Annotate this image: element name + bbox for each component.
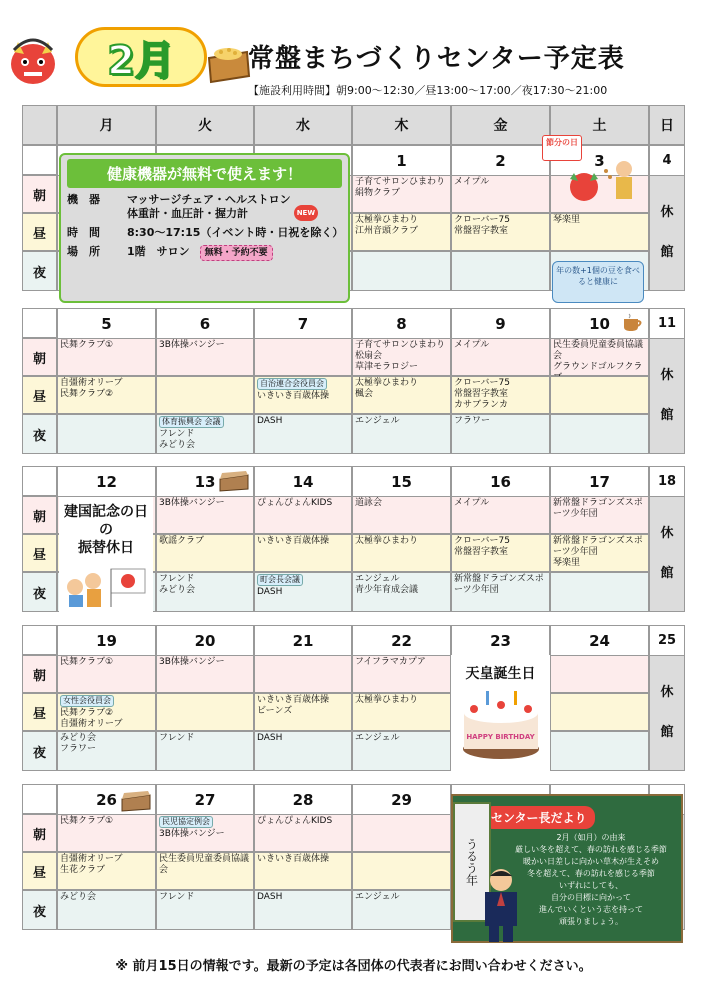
schedule-entry: ぴょんぴょんKIDS (257, 816, 333, 826)
schedule-entry: 民舞クラブ② (60, 708, 114, 718)
weekday-4: 金 (451, 105, 550, 145)
week-blank (22, 308, 57, 338)
schedule-cell (254, 852, 352, 890)
period-label: 朝 (22, 814, 57, 852)
schedule-entry: メイプル (454, 177, 490, 187)
schedule-cell (57, 814, 156, 852)
schedule-entry: いきいき百歳体操 (257, 695, 330, 705)
schedule-cell (352, 213, 451, 251)
schedule-entry: カサブランカ (454, 400, 509, 410)
event-tag: 自治連合会役員会 (257, 378, 327, 390)
header-corner (22, 105, 57, 145)
closed-label: 館 (660, 408, 674, 423)
month-badge (75, 27, 207, 87)
schedule-entry: クローバー75 (454, 378, 511, 388)
schedule-entry: ぴょんぴょんKIDS (257, 498, 333, 508)
schedule-entry: 自彊術オリーブ (60, 719, 123, 729)
schedule-cell (57, 338, 156, 376)
schedule-entry: いきいき百歳体操 (257, 391, 330, 401)
period-label: 昼 (22, 852, 57, 890)
schedule-cell (156, 852, 254, 890)
cake-message: HAPPY BIRTHDAY (466, 733, 535, 741)
free-badge: 無料・予約不要 (200, 245, 273, 261)
schedule-entry: 3B体操バンジー (159, 829, 225, 839)
schedule-entry: ビーンズ (257, 706, 293, 716)
schedule-entry: フラワー (454, 416, 491, 426)
day-number: 18 (649, 466, 685, 496)
schedule-entry: 琴楽里 (553, 558, 581, 568)
schedule-entry: 新常盤ドラゴンズスポーツ少年団 (454, 574, 544, 595)
birthday-cake-illustration (451, 683, 550, 767)
schedule-cell (451, 496, 550, 534)
schedule-cell (156, 376, 254, 414)
schedule-entry: 生花クラブ (60, 865, 106, 875)
schedule-cell (550, 693, 649, 731)
schedule-entry: エンジェル (355, 416, 400, 426)
schedule-entry: 太極拳ひまわり (355, 536, 419, 546)
period-label: 朝 (22, 338, 57, 376)
weekday-0: 月 (57, 105, 156, 145)
setsubun-oni-illustration (562, 151, 642, 205)
schedule-cell (156, 338, 254, 376)
kenkoku-holiday (59, 497, 153, 623)
event-tag: 民児協定例会 (159, 816, 213, 828)
schedule-entry: 江州音頭クラブ (355, 226, 419, 236)
schedule-cell (57, 890, 156, 930)
page-title: 常盤まちづくりセンター予定表 (248, 44, 625, 74)
notice-row-value: 8:30～17:15（イベント時・日祝を除く） (127, 226, 344, 239)
schedule-cell (254, 890, 352, 930)
closed-label: 休 (660, 685, 674, 700)
schedule-cell (550, 496, 649, 534)
notice-row-label: 機 器 (67, 193, 100, 206)
schedule-cell (156, 693, 254, 731)
period-label: 夜 (22, 572, 57, 612)
schedule-cell (156, 731, 254, 771)
schedule-cell (57, 376, 156, 414)
chief-illustration (479, 866, 523, 948)
day-number: 1 (352, 145, 451, 175)
weekday-2: 水 (254, 105, 352, 145)
scroll-illustration: うるう年 (453, 802, 491, 922)
schedule-entry: エンジェル (355, 892, 400, 902)
period-label: 昼 (22, 693, 57, 731)
footer-note: ※ 前月15日の情報です。最新の予定は各団体の代表者にお問い合わせください。 (115, 959, 592, 974)
schedule-entry: みどり会 (159, 585, 196, 595)
schedule-entry: 草津モラロジー (355, 362, 419, 372)
schedule-cell (550, 213, 649, 251)
schedule-entry: 3B体操バンジー (159, 498, 225, 508)
schedule-entry: いきいき百歳体操 (257, 854, 330, 864)
schedule-cell (254, 496, 352, 534)
schedule-entry: いきいき百歳体操 (257, 536, 330, 546)
weekday-3: 木 (352, 105, 451, 145)
schedule-entry: 民舞クラブ① (60, 816, 114, 826)
day-number: 28 (254, 784, 352, 814)
day-number: 23 (451, 625, 550, 655)
setsubun-badge: 節分の日 (542, 135, 582, 161)
schedule-cell (57, 731, 156, 771)
schedule-cell (352, 175, 451, 213)
day-number: 10 (550, 308, 649, 338)
closed-label: 休 (660, 368, 674, 383)
period-label: 朝 (22, 175, 57, 213)
period-label: 夜 (22, 414, 57, 454)
schedule-entry: フレンド (159, 574, 195, 584)
schedule-cell (550, 731, 649, 771)
schedule-cell (451, 175, 550, 213)
day-number: 9 (451, 308, 550, 338)
day-number: 25 (649, 625, 685, 655)
schedule-entry: 民舞クラブ① (60, 340, 114, 350)
schedule-entry: 絹物クラブ (355, 188, 401, 198)
schedule-entry: フレンド (159, 429, 195, 439)
schedule-entry: 楓会 (355, 389, 374, 399)
schedule-entry: 常盤習字教室 (454, 226, 509, 236)
closed-label: 館 (660, 725, 674, 740)
schedule-entry: 青少年育成会議 (355, 585, 419, 595)
closed-label: 休 (660, 205, 674, 220)
period-label: 夜 (22, 251, 57, 291)
day-number: 24 (550, 625, 649, 655)
event-tag: 体育振興会 会議 (159, 416, 224, 428)
schedule-cell (451, 251, 550, 291)
tenno-birthday (451, 655, 550, 783)
day-number: 6 (156, 308, 254, 338)
schedule-cell (254, 572, 352, 612)
notice-row-label: 時 間 (67, 226, 100, 239)
schedule-cell (254, 693, 352, 731)
period-label: 昼 (22, 213, 57, 251)
schedule-entry: DASH (257, 733, 283, 743)
week-blank (22, 466, 57, 496)
chief-message (451, 794, 683, 943)
schedule-cell (156, 814, 254, 852)
schedule-cell (352, 251, 451, 291)
oni-illustration (2, 28, 64, 88)
month-label: 2月 (107, 37, 175, 84)
day-number: 12 (57, 466, 156, 496)
schedule-entry: DASH (257, 416, 283, 426)
day-number: 3 (550, 145, 649, 175)
schedule-cell (352, 376, 451, 414)
schedule-entry: 自彊術オリーブ (60, 854, 123, 864)
day-number: 15 (352, 466, 451, 496)
schedule-cell (352, 655, 451, 693)
setsubun-note: 年の数+1個の豆を食べると健康に (552, 261, 644, 303)
closed-label: 休 (660, 526, 674, 541)
schedule-entry: エンジェル (355, 574, 400, 584)
closed-label: 館 (660, 566, 674, 581)
day-number: 29 (352, 784, 451, 814)
schedule-entry: 琴楽里 (553, 215, 581, 225)
closed-day (649, 175, 685, 291)
schedule-cell (550, 414, 649, 454)
schedule-entry: フイフラマカプア (355, 657, 426, 667)
closed-day (649, 338, 685, 454)
schedule-cell (352, 572, 451, 612)
schedule-entry: クローバー75 (454, 215, 511, 225)
schedule-entry: 新常盤ドラゴンズスポーツ少年団 (553, 536, 643, 557)
schedule-entry: みどり会 (159, 440, 196, 450)
period-label: 朝 (22, 655, 57, 693)
schedule-cell (57, 655, 156, 693)
schedule-cell (57, 693, 156, 731)
schedule-cell (451, 414, 550, 454)
schedule-entry: 常盤習字教室 (454, 547, 509, 557)
notice-row-label: 場 所 (67, 245, 100, 258)
schedule-entry: 民舞クラブ① (60, 657, 114, 667)
schedule-entry: グラウンドゴルフクラ (553, 362, 643, 372)
schedule-cell (550, 655, 649, 693)
new-badge: NEW (294, 205, 318, 221)
schedule-cell (156, 496, 254, 534)
day-number: 22 (352, 625, 451, 655)
schedule-entry: メイプル (454, 340, 490, 350)
schedule-entry: エンジェル (355, 733, 400, 743)
period-label: 昼 (22, 534, 57, 572)
schedule-cell (352, 890, 451, 930)
schedule-entry: 民舞クラブ② (60, 389, 114, 399)
schedule-cell (156, 414, 254, 454)
kotatsu-icon (218, 469, 250, 493)
week-blank (22, 784, 57, 814)
closed-day (649, 496, 685, 612)
schedule-cell (57, 852, 156, 890)
schedule-cell (352, 731, 451, 771)
holiday-name: 天皇誕生日 (465, 666, 536, 682)
chief-heading: センター長だより (483, 806, 595, 829)
schedule-cell (451, 534, 550, 572)
schedule-cell (550, 376, 649, 414)
period-label: 昼 (22, 376, 57, 414)
weekday-5: 土 (550, 105, 649, 145)
schedule-cell (352, 852, 451, 890)
schedule-cell (451, 376, 550, 414)
period-label: 夜 (22, 731, 57, 771)
event-tag: 女性会役員会 (60, 695, 114, 707)
kotatsu-icon (120, 789, 152, 811)
schedule-entry: 道詠会 (355, 498, 383, 508)
day-number: 20 (156, 625, 254, 655)
schedule-cell (254, 338, 352, 376)
facility-hours: 【施設利用時間】朝9:00～12:30／昼13:00～17:00／夜17:30～21:00 (248, 84, 608, 97)
japan-flag-illustration (59, 557, 153, 611)
schedule-cell (451, 213, 550, 251)
day-number: 19 (57, 625, 156, 655)
holiday-name: 建国記念の日 の 振替休日 (64, 504, 148, 556)
schedule-cell (254, 376, 352, 414)
day-number: 7 (254, 308, 352, 338)
period-label: 夜 (22, 890, 57, 930)
day-number: 8 (352, 308, 451, 338)
health-notice (59, 153, 350, 303)
schedule-cell (352, 814, 451, 852)
schedule-entry: 太極拳ひまわり (355, 695, 419, 705)
schedule-entry: メイプル (454, 498, 490, 508)
day-number: 5 (57, 308, 156, 338)
schedule-cell (550, 534, 649, 572)
schedule-entry: フラワー (60, 744, 97, 754)
schedule-cell (57, 414, 156, 454)
chief-body: 2月（如月）の由来 厳しい冬を超えて、春の訪れを感じる季節 暖かい日差しに向かい草木が生えそめ 冬を超えて、春の訪れを感じる季節 いずれにしても、 自分の目標に向かって 進んでいくという志を持って 頑張りましょう。 (515, 833, 667, 926)
weekday-6: 日 (649, 105, 685, 145)
notice-row (67, 193, 342, 221)
day-number: 13 (156, 466, 254, 496)
schedule-entry: DASH (257, 587, 283, 597)
schedule-entry: 民生委員児童委員協議会 (553, 340, 644, 361)
schedule-entry: クローバー75 (454, 536, 511, 546)
schedule-cell (352, 534, 451, 572)
event-tag: 町会長会議 (257, 574, 303, 586)
schedule-entry: DASH (257, 892, 283, 902)
schedule-cell (254, 814, 352, 852)
schedule-entry: 自彊術オリーブ (60, 378, 123, 388)
day-number: 11 (649, 308, 685, 338)
weekday-1: 火 (156, 105, 254, 145)
schedule-entry: 歌謡クラブ (159, 536, 205, 546)
schedule-entry: みどり会 (60, 892, 97, 902)
day-number: 14 (254, 466, 352, 496)
notice-row (67, 245, 342, 261)
schedule-entry: みどり会 (60, 733, 97, 743)
day-number: 27 (156, 784, 254, 814)
week-blank (22, 625, 57, 655)
schedule-entry: 松扇会 (355, 351, 383, 361)
schedule-cell (156, 655, 254, 693)
schedule-grid (22, 105, 685, 945)
notice-row-value: 1階 サロン (127, 245, 190, 258)
schedule-entry: フレンド (159, 733, 195, 743)
tea-cup-icon (622, 313, 644, 333)
day-number: 16 (451, 466, 550, 496)
day-number: 4 (649, 145, 685, 175)
schedule-cell (550, 338, 649, 376)
schedule-entry: 新常盤ドラゴンズスポーツ少年団 (553, 498, 643, 519)
schedule-cell (352, 414, 451, 454)
notice-heading: 健康機器が無料で使えます！ (67, 159, 342, 188)
schedule-cell (352, 496, 451, 534)
bean-box-illustration (203, 40, 253, 88)
day-number: 21 (254, 625, 352, 655)
notice-row (67, 226, 342, 240)
schedule-cell (156, 572, 254, 612)
schedule-cell (254, 534, 352, 572)
week-blank (22, 145, 57, 175)
schedule-cell (254, 655, 352, 693)
day-number: 2 (451, 145, 550, 175)
schedule-entry: 太極拳ひまわり (355, 215, 419, 225)
schedule-entry: 民生委員児童委員協議会 (159, 854, 250, 875)
schedule-entry: 太極拳ひまわり (355, 378, 419, 388)
day-number: 26 (57, 784, 156, 814)
closed-label: 館 (660, 245, 674, 260)
schedule-cell (451, 572, 550, 612)
schedule-cell (352, 693, 451, 731)
schedule-entry: フレンド (159, 892, 195, 902)
notice-row-value: マッサージチェア・ヘルストロン 体重計・血圧計・握力計 (127, 193, 291, 220)
schedule-entry: 子育てサロンひまわり (355, 177, 446, 187)
schedule-cell (156, 890, 254, 930)
closed-day (649, 655, 685, 771)
schedule-cell (352, 338, 451, 376)
schedule-cell (254, 731, 352, 771)
schedule-entry: 子育てサロンひまわり (355, 340, 446, 350)
schedule-entry: 3B体操バンジー (159, 340, 225, 350)
schedule-cell (451, 338, 550, 376)
schedule-cell (550, 572, 649, 612)
schedule-entry: 常盤習字教室 (454, 389, 509, 399)
day-number: 17 (550, 466, 649, 496)
schedule-cell (254, 414, 352, 454)
schedule-cell (156, 534, 254, 572)
period-label: 朝 (22, 496, 57, 534)
schedule-entry: 3B体操バンジー (159, 657, 225, 667)
